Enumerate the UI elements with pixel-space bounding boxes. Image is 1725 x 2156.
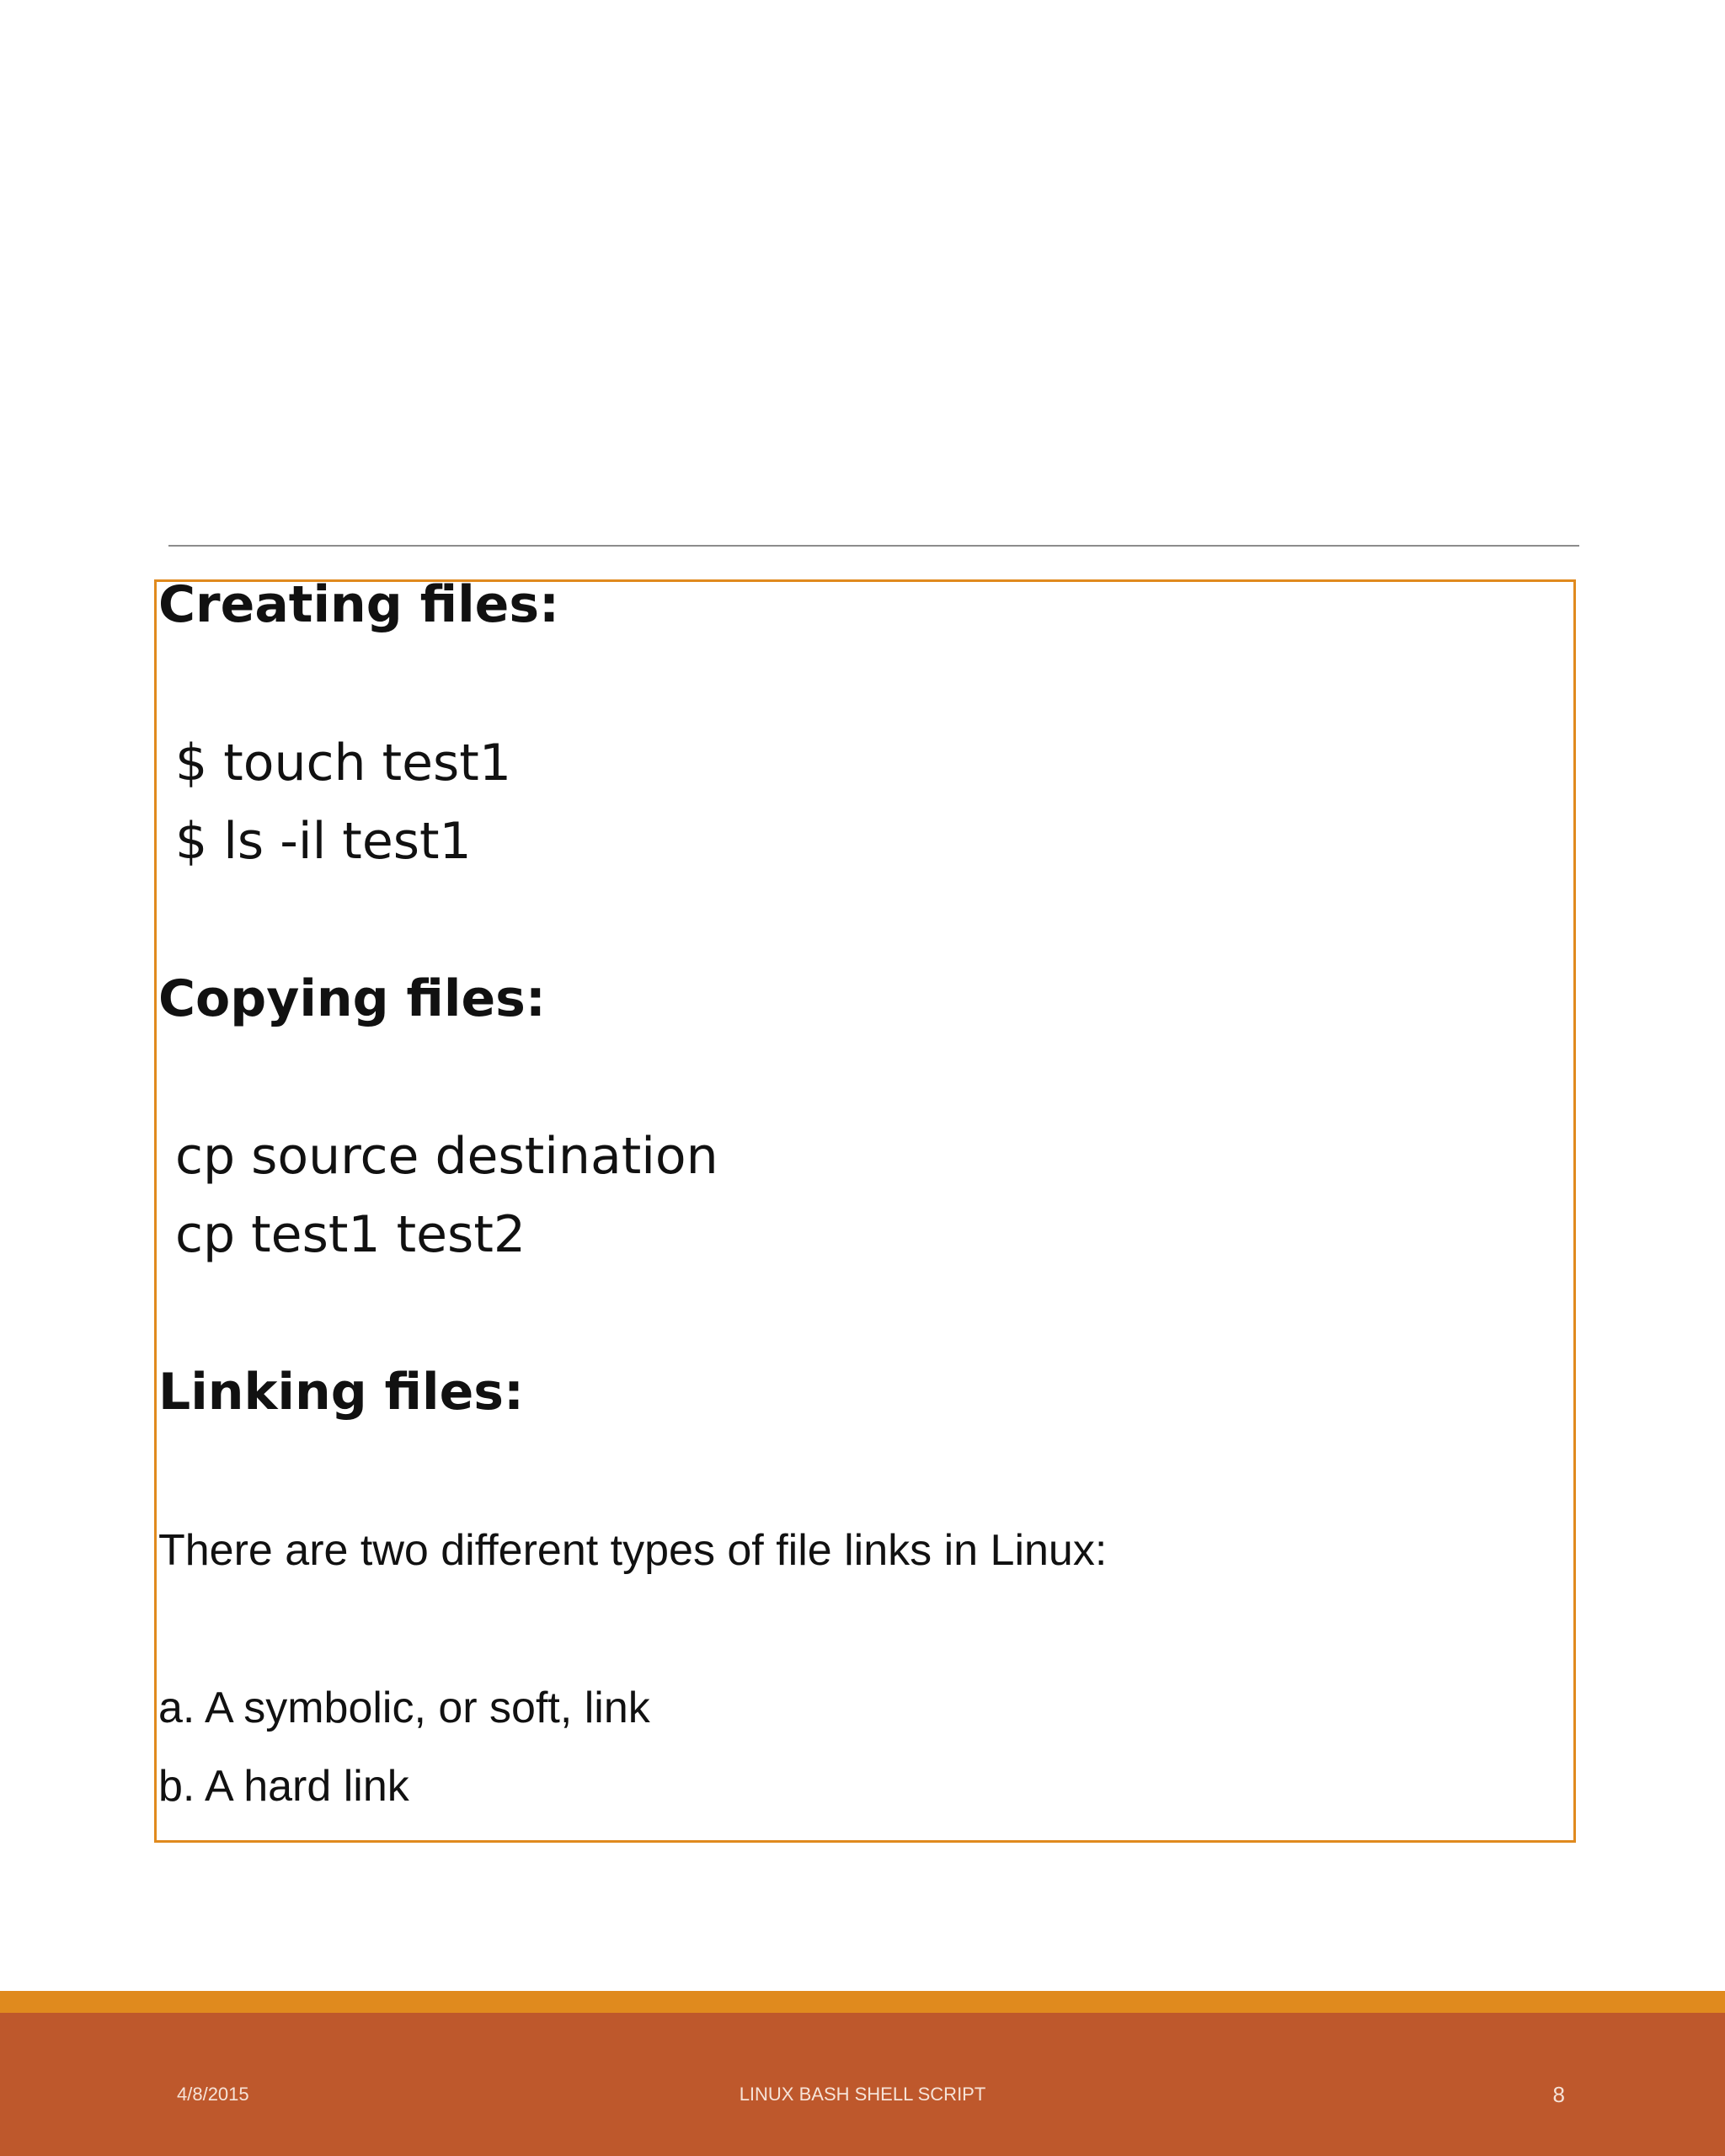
list-item: b. A hard link (158, 1762, 409, 1811)
footer-date: 4/8/2015 (177, 2084, 249, 2105)
content-box (154, 575, 1576, 1843)
title-divider (168, 545, 1579, 547)
command-line: $ ls -il test1 (175, 812, 472, 871)
footer-title: LINUX BASH SHELL SCRIPT (739, 2084, 986, 2105)
list-item: a. A symbolic, or soft, link (158, 1684, 650, 1732)
page-number: 8 (1552, 2082, 1565, 2107)
command-line: cp source destination (175, 1127, 718, 1186)
footer-bar (0, 2013, 1725, 2156)
footer-accent-stripe (0, 1991, 1725, 2013)
linking-intro-text: There are two different types of file links in Linux: (158, 1526, 1108, 1575)
heading-copying-files: Copying files: (158, 969, 546, 1028)
command-line: cp test1 test2 (175, 1205, 526, 1264)
heading-linking-files: Linking files: (158, 1363, 524, 1422)
heading-creating-files: Creating files: (158, 575, 560, 634)
command-line: $ touch test1 (175, 734, 511, 792)
